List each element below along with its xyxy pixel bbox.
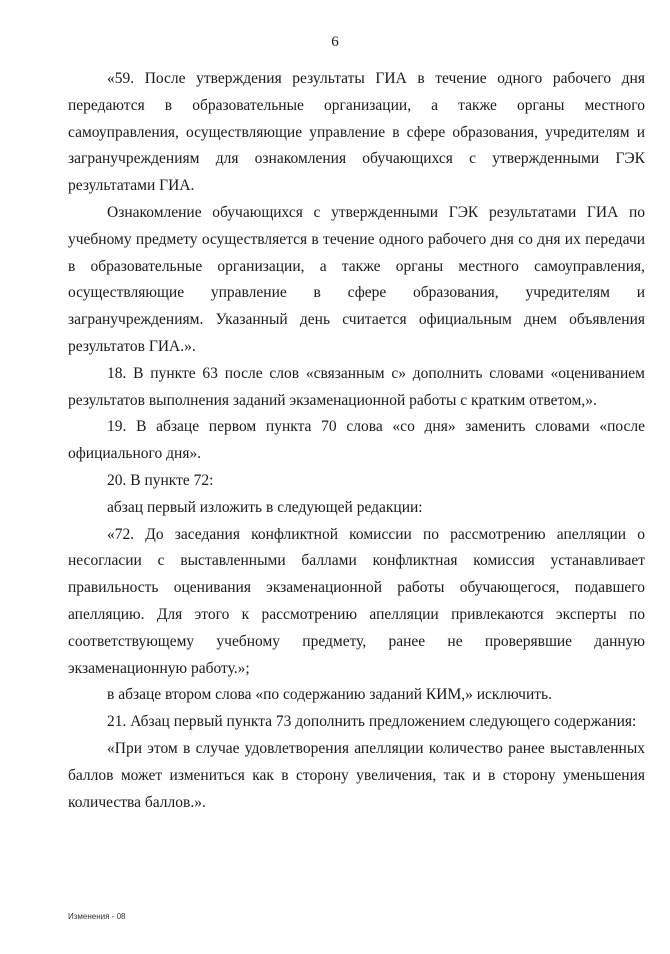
page-number: 6 (331, 34, 339, 50)
paragraph-item-20: 20. В пункте 72: (107, 471, 214, 489)
footer-label: Изменения - 08 (68, 912, 126, 921)
paragraph-item-20-first-subparagraph: абзац первый изложить в следующей редакции: (107, 498, 423, 516)
paragraph-familiarization: Ознакомление обучающихся с утвержденными ГЭК результатами ГИА по учебному предмету осуществляется в течение одного рабочего дня со дня их передачи в образовательные организации, а также органы местного самоуправления, осуществляющие управление в сфере образования, учредителям и загранучреждениям. Указанный день считается официальным днем объявления результатов ГИА.». (68, 203, 645, 355)
paragraph-item-20-second-subparagraph: в абзаце втором слова «по содержанию заданий КИМ,» исключить. (107, 686, 552, 704)
paragraph-point-72: «72. До заседания конфликтной комиссии по рассмотрению апелляции о несогласии с выставленными баллами конфликтная комиссия устанавливает правильность оценивания экзаменационной работы обучающегося, подавшего апелляцию. Для этого к рассмотрению апелляции привлекаются эксперты по соответствующему учебному предмету, ранее не проверявшие данную экзаменационную работу.»; (68, 525, 645, 677)
paragraph-item-21: 21. Абзац первый пункта 73 дополнить предложением следующего содержания: (107, 713, 637, 731)
paragraph-appeal-addition: «При этом в случае удовлетворения апелляции количество ранее выставленных баллов может измениться как в сторону увеличения, так и в сторону уменьшения количества баллов.». (68, 739, 645, 811)
paragraph-item-18: 18. В пункте 63 после слов «связанным с» дополнить словами «оцениванием результатов выполнения заданий экзаменационной работы с кратким ответом,». (68, 364, 645, 409)
paragraph-item-19: 19. В абзаце первом пункта 70 слова «со дня» заменить словами «после официального дня». (68, 418, 645, 463)
paragraph-point-59: «59. После утверждения результаты ГИА в течение одного рабочего дня передаются в образовательные организации, а также органы местного самоуправления, осуществляющие управление в сфере образования, учредителям и загранучреждениям для ознакомления обучающихся с утвержденными ГЭК результатами ГИА. (68, 70, 645, 195)
document-body (68, 66, 645, 816)
